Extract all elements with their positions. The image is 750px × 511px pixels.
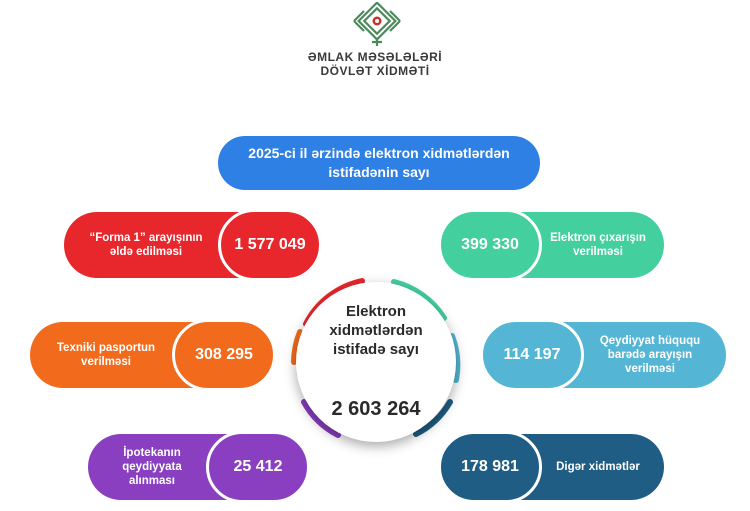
stat-label-line: Texniki pasportun — [56, 342, 156, 354]
total-caption — [296, 302, 456, 359]
stat-value: 178 981 — [438, 431, 542, 503]
stat-label-line: verilməsi — [625, 363, 675, 375]
stat-label-line: barədə arayışın — [607, 349, 693, 361]
stat-label-line: qeydiyyata — [122, 461, 182, 473]
stat-label-line: alınması — [128, 475, 175, 487]
stat-label — [78, 212, 214, 278]
stat-pill-electronic-extract — [446, 212, 664, 278]
stat-label — [546, 434, 650, 500]
page-title — [218, 136, 540, 190]
stat-pill-technical-passport — [30, 322, 268, 388]
stat-label — [44, 322, 168, 388]
stat-label — [588, 322, 712, 388]
stat-value: 1 577 049 — [218, 209, 322, 281]
title-line1: 2025-ci il ərzində elektron xidmətlərdən — [248, 145, 510, 161]
title-line2: istifadənin sayı — [328, 164, 430, 180]
stat-label-line: Elektron çıxarışın — [550, 232, 646, 244]
organization-name-line1: ƏMLAK MƏSƏLƏLƏRİ — [307, 50, 443, 64]
stat-label — [546, 212, 650, 278]
total-caption-line: xidmətlərdən — [329, 322, 423, 339]
total-value: 2 603 264 — [331, 398, 421, 420]
organization-name-line2: DÖVLƏT XİDMƏTİ — [320, 64, 430, 78]
total-caption-line: Elektron — [345, 303, 406, 320]
stat-value: 114 197 — [480, 319, 584, 391]
total-caption-line: istifadə sayı — [333, 341, 419, 358]
stat-label — [102, 434, 202, 500]
stat-value: 399 330 — [438, 209, 542, 281]
stat-pill-registration-right — [488, 322, 726, 388]
ornament-logo-icon — [346, 2, 408, 48]
stat-value: 25 412 — [206, 431, 310, 503]
stat-pill-mortgage — [88, 434, 302, 500]
organization-name — [300, 50, 450, 78]
stat-label-line: Digər xidmətlər — [556, 461, 640, 473]
stat-pill-other-services — [446, 434, 664, 500]
stat-value: 308 295 — [172, 319, 276, 391]
stat-label-line: verilməsi — [573, 246, 623, 258]
stat-label-line: Qeydiyyat hüququ — [599, 335, 701, 347]
stat-label-line: İpotekanın — [123, 447, 181, 459]
total-circle — [296, 282, 456, 442]
stat-label-line: “Forma 1” arayışının — [89, 232, 203, 244]
stat-label-line: verilməsi — [81, 356, 131, 368]
stat-label-line: əldə edilməsi — [109, 246, 183, 258]
